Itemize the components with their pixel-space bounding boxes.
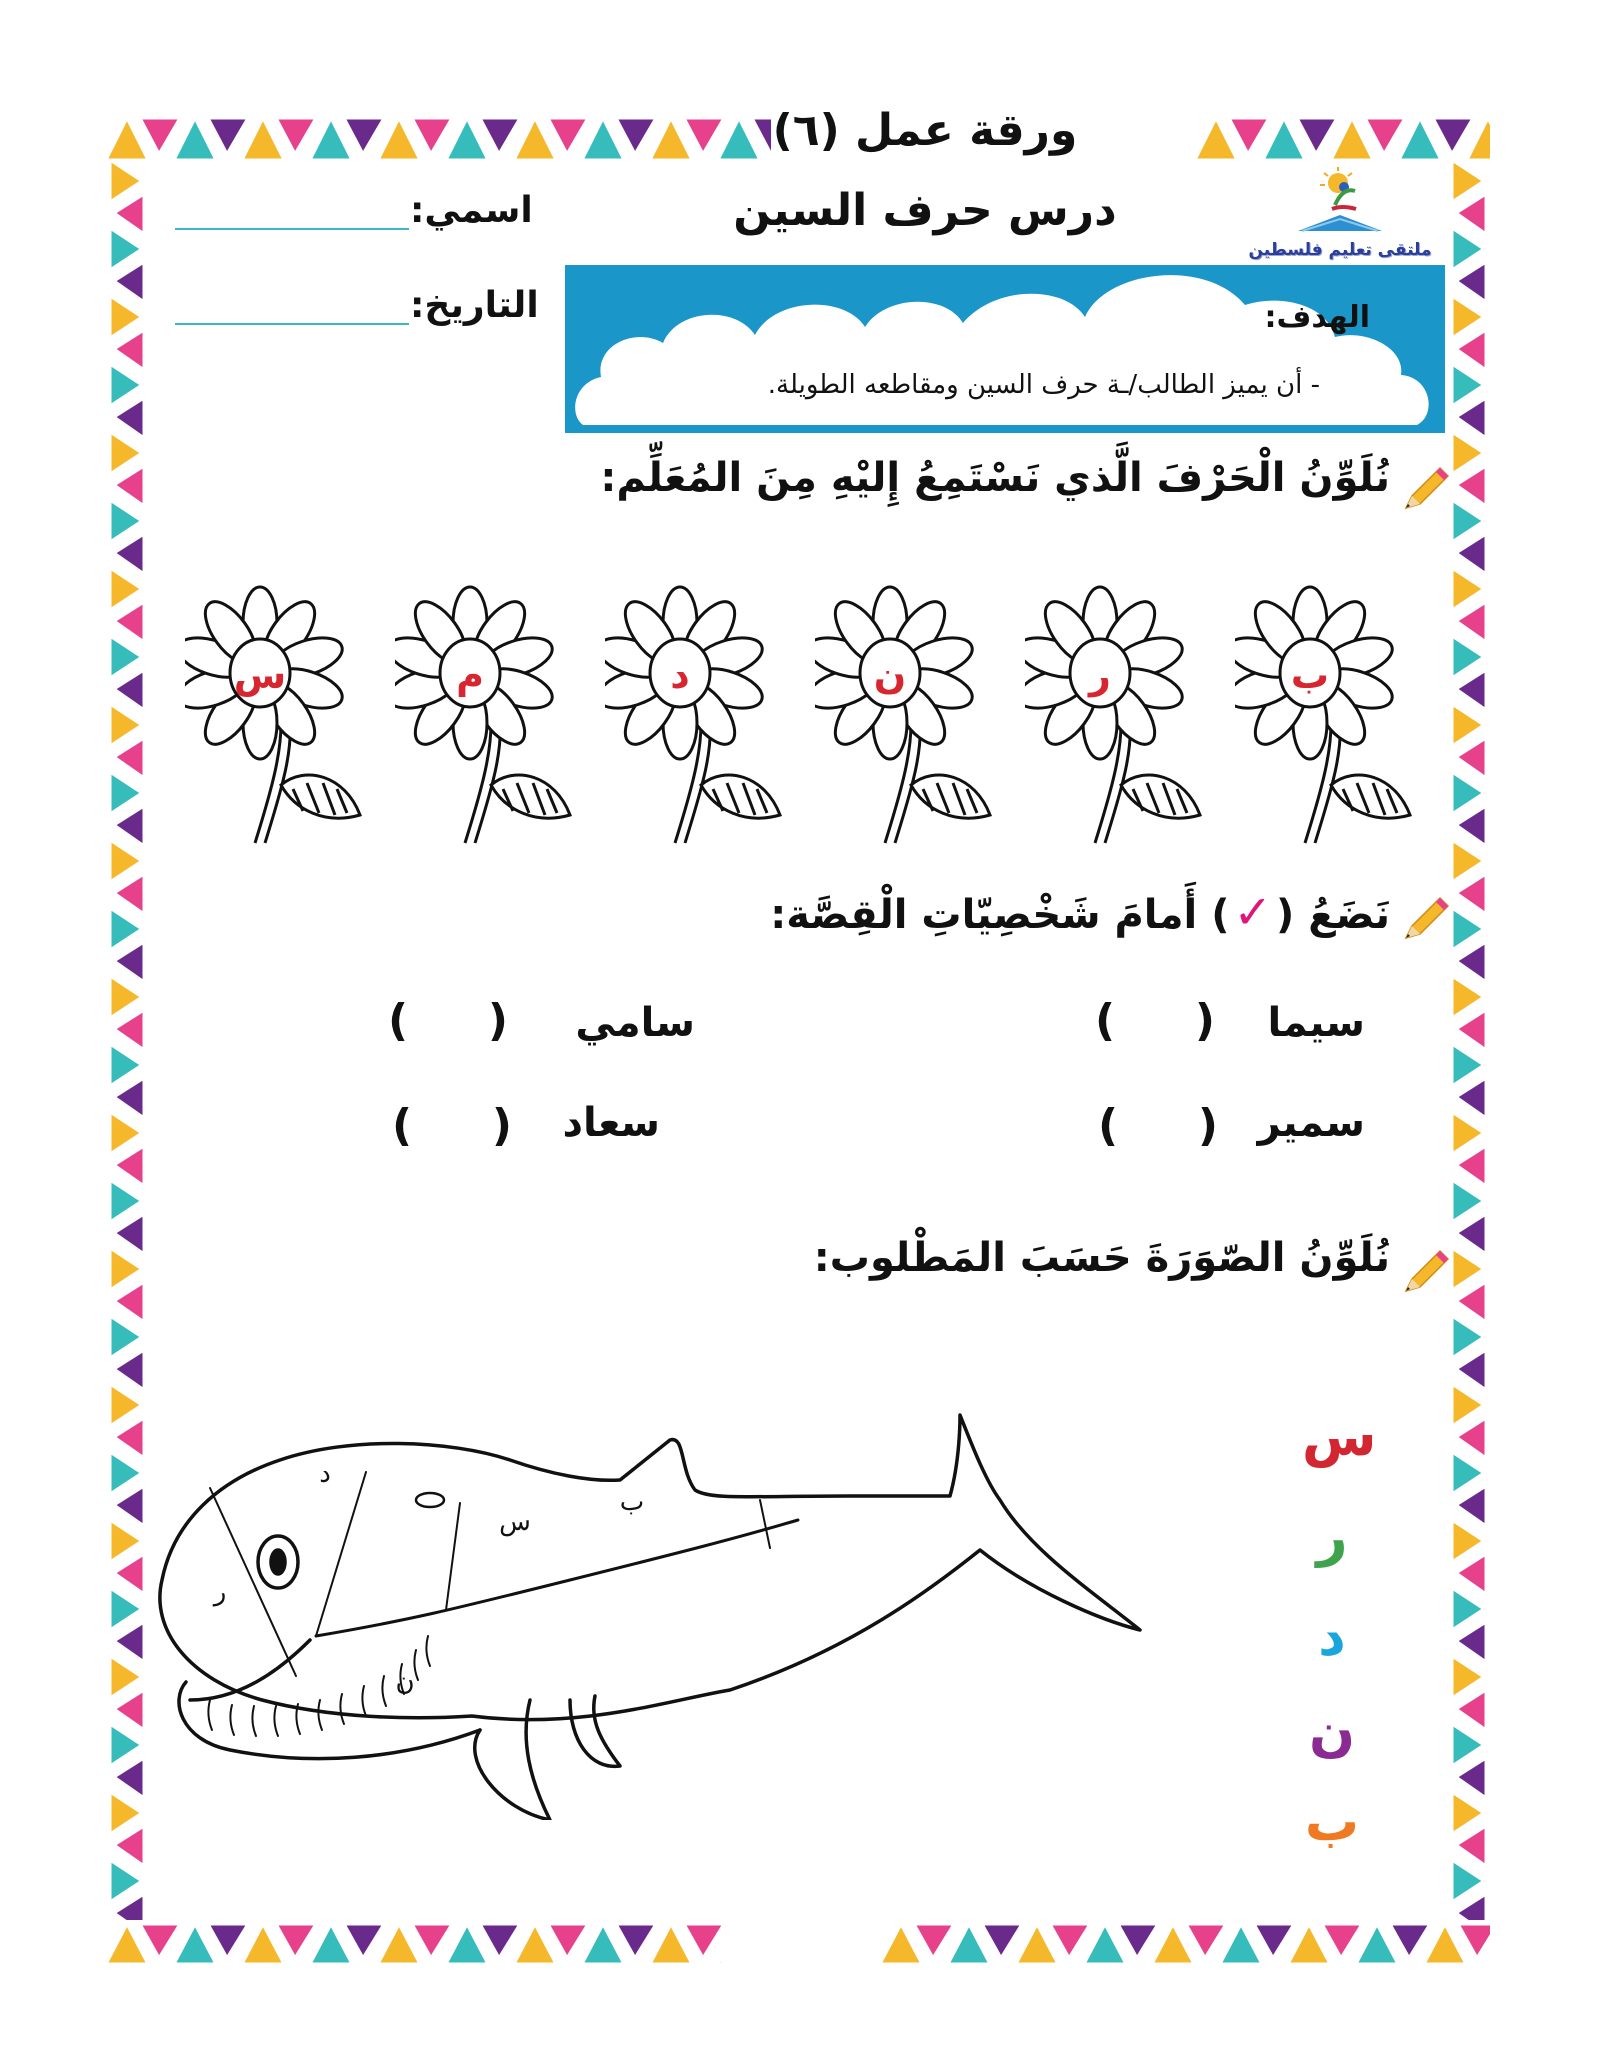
checkbox-sami[interactable]: ( ) bbox=[388, 995, 508, 1046]
whale-region-letter: ب bbox=[619, 1487, 645, 1517]
name-label: اسمي: bbox=[410, 190, 533, 231]
border-strip bbox=[106, 112, 771, 164]
flower-4[interactable] bbox=[605, 585, 785, 845]
whale-region-letter: د bbox=[319, 1459, 331, 1489]
checkmark-icon: ✓ bbox=[1233, 885, 1273, 939]
border-strip bbox=[1195, 112, 1490, 164]
flower-6[interactable] bbox=[185, 585, 365, 845]
checkbox-suad[interactable]: ( ) bbox=[392, 1100, 512, 1151]
daisy-flower-icon bbox=[605, 585, 785, 845]
logo-text: ملتقى تعليم فلسطين bbox=[1248, 240, 1432, 260]
pencil-icon bbox=[1400, 892, 1452, 944]
date-label: التاريخ: bbox=[410, 285, 539, 326]
character-name-suad: سعاد bbox=[562, 1100, 660, 1146]
section3-heading-text: نُلَوِّنُ الصّوَرَةَ حَسَبَ المَطْلوب: bbox=[813, 1235, 1390, 1281]
checkbox-samir[interactable]: ( ) bbox=[1098, 1100, 1218, 1151]
flower-letter: ر bbox=[1089, 653, 1111, 697]
goal-text: - أن يميز الطالب/ـة حرف السين ومقاطعه الطويلة. bbox=[767, 370, 1320, 400]
flower-letter: د bbox=[670, 653, 690, 697]
daisy-flower-icon bbox=[395, 585, 575, 845]
logo bbox=[1240, 165, 1440, 260]
flower-letter: ب bbox=[1290, 653, 1330, 697]
daisy-flower-icon bbox=[185, 585, 365, 845]
section1-heading-text: نُلَوِّنُ الْحَرْفَ الَّذي نَسْتَمِعُ إِليْهِ مِنَ المُعَلِّم: bbox=[600, 455, 1390, 501]
cloud-shape-icon bbox=[565, 265, 1445, 433]
color-key-ra: ر bbox=[1316, 1505, 1348, 1568]
date-field[interactable] bbox=[175, 323, 409, 327]
color-key-nun: ن bbox=[1308, 1700, 1356, 1763]
section2-heading-after: ) أَمامَ شَخْصِيّاتِ الْقِصَّة: bbox=[770, 892, 1230, 938]
goal-box bbox=[565, 265, 1445, 433]
section2-heading-before: نَضَعُ ( bbox=[1276, 892, 1390, 938]
flower-2[interactable] bbox=[1025, 585, 1205, 845]
worksheet-title: ورقة عمل (٦) bbox=[772, 105, 1078, 156]
flower-5[interactable] bbox=[395, 585, 575, 845]
border-strip bbox=[1448, 160, 1490, 1920]
border-strip bbox=[106, 1918, 721, 1968]
logo-emblem-icon bbox=[1240, 165, 1440, 235]
flower-letter: ن bbox=[873, 653, 907, 697]
whale-region-letter: س bbox=[499, 1507, 531, 1537]
character-name-sima: سيما bbox=[1267, 1000, 1365, 1046]
section1-heading bbox=[600, 455, 1390, 501]
checkbox-sima[interactable]: ( ) bbox=[1095, 995, 1215, 1046]
character-name-sami: سامي bbox=[575, 1000, 695, 1046]
character-name-samir: سمير bbox=[1257, 1100, 1365, 1146]
whale-region-letter: ن bbox=[395, 1667, 415, 1697]
border-strip bbox=[880, 1918, 1490, 1968]
flower-3[interactable] bbox=[815, 585, 995, 845]
name-field[interactable] bbox=[175, 228, 409, 232]
border-strip bbox=[106, 160, 148, 1920]
flower-letter: م bbox=[456, 653, 484, 697]
daisy-flower-icon bbox=[1025, 585, 1205, 845]
goal-title: الهدف: bbox=[1264, 300, 1370, 335]
whale-coloring-picture[interactable] bbox=[150, 1400, 1200, 1820]
daisy-flower-icon bbox=[815, 585, 995, 845]
color-key-sin: س bbox=[1302, 1405, 1377, 1468]
whale-region-letter: ر bbox=[213, 1577, 227, 1607]
color-key-dal: د bbox=[1318, 1605, 1346, 1668]
daisy-flower-icon bbox=[1235, 585, 1415, 845]
pencil-icon bbox=[1400, 462, 1452, 514]
color-key-ba: ب bbox=[1304, 1790, 1360, 1853]
section2-heading bbox=[740, 885, 1390, 939]
lesson-title: درس حرف السين bbox=[733, 185, 1117, 236]
flower-letter: س bbox=[233, 653, 287, 697]
pencil-icon bbox=[1400, 1245, 1452, 1297]
flower-1[interactable] bbox=[1235, 585, 1415, 845]
section3-heading bbox=[780, 1235, 1390, 1281]
